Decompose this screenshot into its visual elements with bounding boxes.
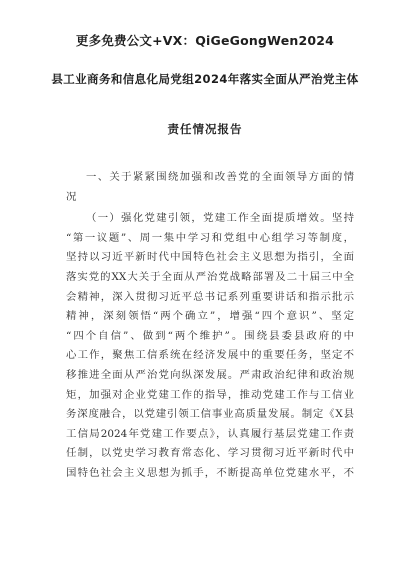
paragraph-line: “四个自信”、做到“两个维护”。围绕县委县政府的中	[66, 329, 354, 342]
section-heading-line: 一、关于紧紧围绕加强和改善党的全面领导方面的情	[86, 171, 354, 183]
paragraph-line: 坚持以习近平新时代中国特色社会主义思想为指引，全面	[66, 251, 354, 264]
paragraph-line: 心工作，聚焦工信系统在经济发展中的重要任务，坚定不	[66, 349, 354, 362]
paragraph-line: 精神，深刻领悟“两个确立”，增强“四个意识”、坚定	[66, 310, 354, 323]
paragraph-line: （一）强化党建引领，党建工作全面提质增效。坚持	[86, 212, 354, 225]
paragraph-line: 落实党的XX大关于全面从严治党战略部署及二十届三中全	[66, 270, 354, 283]
report-title-line-2: 责任情况报告	[167, 122, 243, 136]
report-title-line-1: 县工业商务和信息化局党组2024年落实全面从严治党主体	[51, 72, 359, 86]
paragraph-line: 任制，以党史学习教育常态化、学习贯彻习近平新时代中	[66, 447, 354, 460]
paragraph-line: 矩，加强对企业党建工作的指导，推动党建工作与工信业	[66, 388, 354, 401]
paragraph-line: 务深度融合，以党建引领工信事业高质量发展。制定《X县	[66, 408, 354, 421]
document-header: 更多免费公文+VX：QiGeGongWen2024	[75, 33, 335, 48]
section-heading-line: 况	[66, 190, 77, 203]
report-body	[66, 168, 354, 484]
paragraph-line: 移推进全面从严治党向纵深发展。严肃政治纪律和政治规	[66, 368, 354, 381]
paragraph-line: 工信局2024年党建工作要点》，认真履行基层党建工作责	[66, 427, 354, 440]
paragraph-line: “第一议题”、周一集中学习和党组中心组学习等制度，	[66, 231, 354, 244]
paragraph-line: 会精神，深入贯彻习近平总书记系列重要讲话和指示批示	[66, 290, 354, 303]
paragraph-line: 国特色社会主义思想为抓手，不断提高单位党建水平，不	[66, 466, 354, 479]
